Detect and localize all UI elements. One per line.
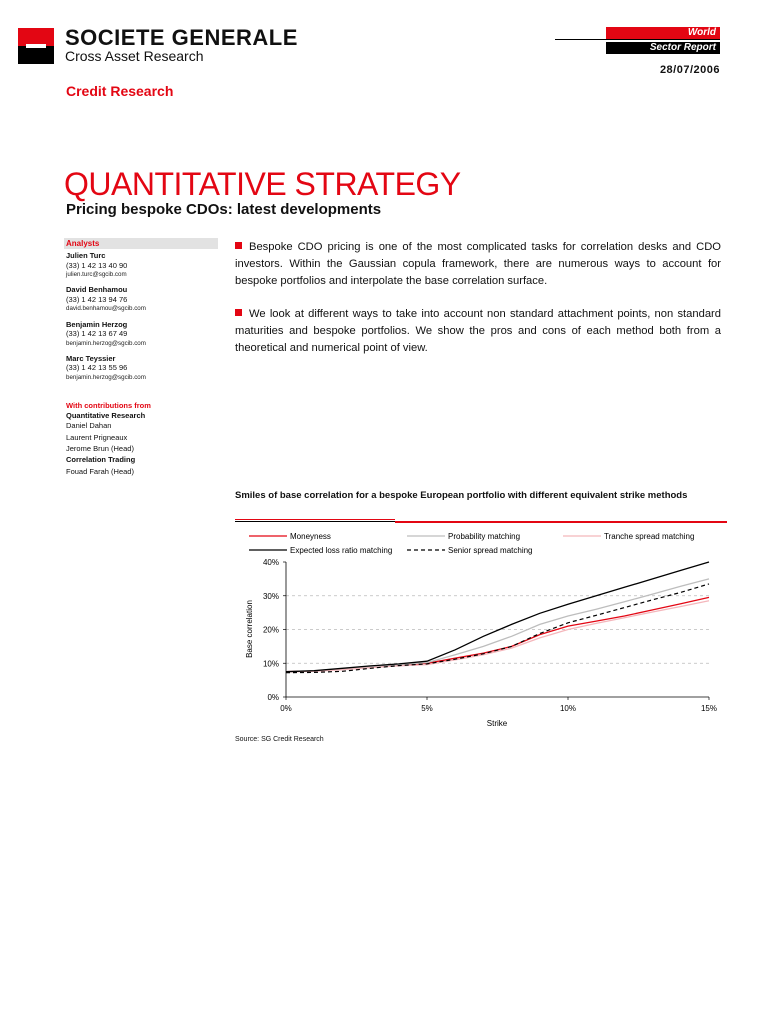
x-tick-label: 0%	[280, 704, 292, 713]
page-title: QUANTITATIVE STRATEGY	[64, 166, 461, 202]
analyst-name: Julien Turc	[66, 251, 106, 260]
contrib-group-heading: Correlation Trading	[66, 455, 136, 464]
chart-source: Source: SG Credit Research	[235, 736, 324, 743]
y-tick-label: 20%	[262, 625, 279, 635]
bullet-square-icon	[235, 309, 242, 316]
analyst-phone: (33) 1 42 13 94 76	[66, 295, 128, 304]
y-axis-label: Base correlation	[245, 600, 254, 658]
summary-bullet-text: Bespoke CDO pricing is one of the most complicated tasks for correlation desks and CDO investors. Within the Gaussian copula framework, there are numerous ways to account for bespoke portfolios and interpolate the base correlation surface.	[235, 241, 721, 287]
contributor-name: Fouad Farah (Head)	[66, 467, 134, 476]
series-line	[286, 579, 709, 672]
analyst-phone: (33) 1 42 13 55 96	[66, 363, 128, 372]
series-line	[286, 562, 709, 672]
analyst-name: David Benhamou	[66, 285, 128, 294]
y-tick-label: 30%	[262, 591, 279, 601]
chart-title-rule	[235, 519, 395, 520]
brand-name: SOCIETE GENERALE	[65, 25, 298, 50]
contributions-label: With contributions from	[66, 401, 151, 410]
analyst-phone: (33) 1 42 13 67 49	[66, 329, 128, 338]
bullet-square-icon	[235, 242, 242, 249]
y-tick-label: 40%	[262, 558, 279, 567]
legend-label: Moneyness	[290, 532, 331, 541]
y-tick-label: 10%	[262, 659, 279, 669]
legend-label: Senior spread matching	[448, 546, 533, 555]
analyst-email[interactable]: benjamin.herzog@sgcib.com	[66, 374, 146, 381]
summary-bullet	[235, 239, 721, 290]
chart-series	[286, 562, 709, 673]
contributor-name: Jerome Brun (Head)	[66, 444, 134, 453]
x-tick-label: 5%	[421, 704, 433, 713]
x-tick-label: 10%	[559, 704, 577, 713]
series-line	[286, 597, 709, 671]
logo-icon	[18, 28, 54, 64]
contributor-name: Laurent Prigneaux	[66, 433, 128, 442]
contributor-name: Daniel Dahan	[66, 421, 112, 430]
analysts-label: Analysts	[66, 239, 100, 248]
report-type-tag: Sector Report	[606, 42, 720, 54]
legend-label: Probability matching	[448, 532, 521, 541]
x-axis-label: Strike	[486, 719, 508, 728]
analyst-email[interactable]: julien.turc@sgcib.com	[66, 271, 127, 278]
section-label: Credit Research	[66, 83, 174, 99]
series-line	[286, 584, 709, 673]
page-subtitle: Pricing bespoke CDOs: latest developments	[66, 201, 382, 218]
region-tag: World	[606, 27, 720, 39]
analyst-name: Benjamin Herzog	[66, 320, 128, 329]
chart-grid	[286, 596, 709, 664]
chart-title: Smiles of base correlation for a bespoke European portfolio with different equivalent strike methods	[235, 490, 688, 501]
report-date: 28/07/2006	[659, 64, 720, 76]
analyst-name: Marc Teyssier	[66, 354, 116, 363]
y-tick-label: 0%	[267, 693, 279, 702]
brand-subtitle: Cross Asset Research	[65, 48, 204, 64]
legend-label: Expected loss ratio matching	[290, 546, 393, 555]
summary-bullet-text: We look at different ways to take into account non standard attachment points, non standard maturities and bespoke portfolios. We show the pros and cons of each method both from a theoretical and numerical point of view.	[235, 308, 721, 354]
analyst-email[interactable]: benjamin.herzog@sgcib.com	[66, 340, 146, 347]
header-divider	[555, 39, 720, 40]
analyst-phone: (33) 1 42 13 40 90	[66, 261, 128, 270]
contrib-group-heading: Quantitative Research	[66, 411, 146, 420]
legend-label: Tranche spread matching	[604, 532, 695, 541]
x-tick-label: 15%	[700, 704, 718, 713]
chart-title-rule	[395, 521, 727, 523]
base-correlation-chart	[235, 525, 727, 735]
chart-legend	[249, 532, 694, 555]
summary-bullet	[235, 306, 721, 357]
analyst-email[interactable]: david.benhamou@sgcib.com	[66, 305, 146, 312]
chart-axes	[263, 558, 717, 713]
